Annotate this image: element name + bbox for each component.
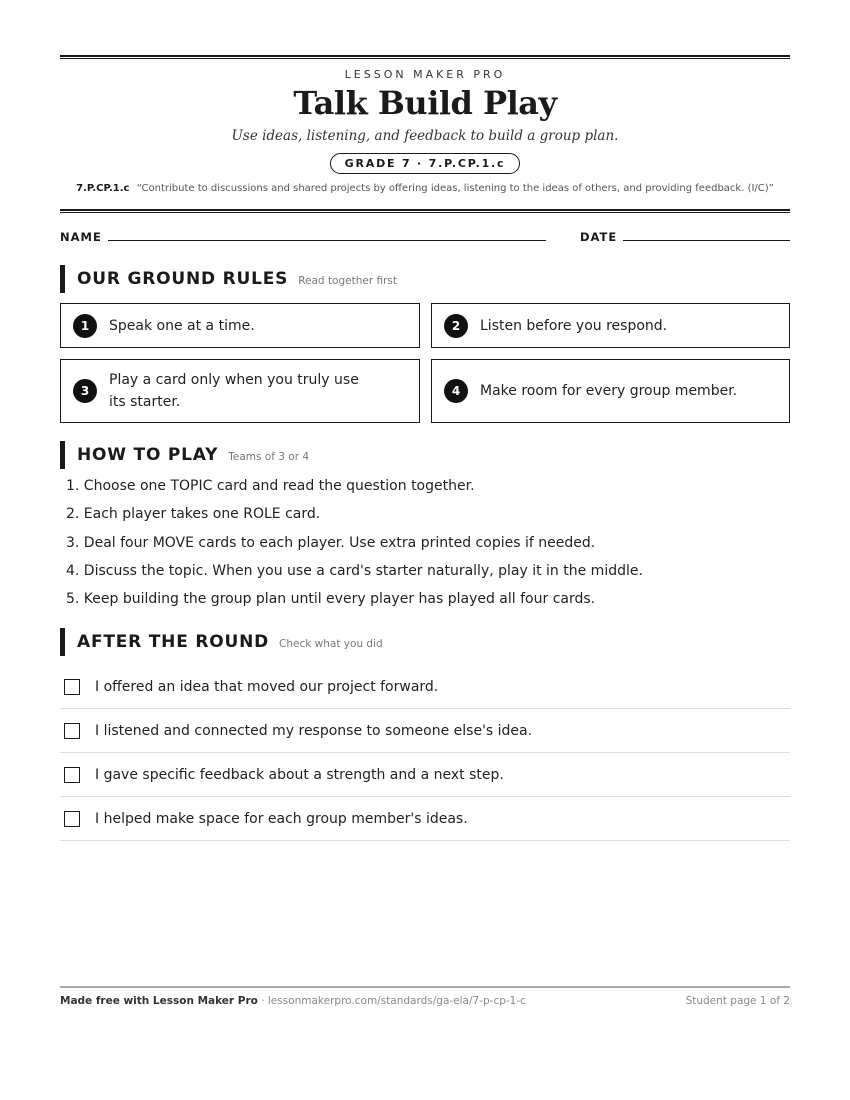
rule-number-badge: 1 <box>73 314 97 338</box>
how-to-play-steps <box>66 474 786 615</box>
standard-code: 7.P.CP.1.c <box>76 183 130 194</box>
checklist-item-1 <box>60 665 790 709</box>
standard-statement <box>60 183 790 194</box>
standard-text: “Contribute to discussions and shared projects by offering ideas, listening to the ideas of others, and providing feedback. (I/C)” <box>136 183 774 194</box>
rule-text: Play a card only when you truly use its starter. <box>109 372 359 410</box>
after-round-heading <box>60 628 383 656</box>
rule-number-badge: 4 <box>444 379 468 403</box>
ground-rule-3 <box>60 359 420 423</box>
name-label: NAME <box>60 230 102 244</box>
section-title: AFTER THE ROUND <box>77 632 270 652</box>
brand-label: LESSON MAKER PRO <box>344 68 506 81</box>
checkbox[interactable] <box>64 811 80 827</box>
how-to-play-heading <box>60 441 309 469</box>
section-title: OUR GROUND RULES <box>77 269 289 289</box>
grade-badge: GRADE 7 · 7.P.CP.1.c <box>330 153 521 174</box>
rule-text: Make room for every group member. <box>480 383 738 399</box>
rule-number-badge: 3 <box>73 379 97 403</box>
page-subtitle: Use ideas, listening, and feedback to build a group plan. <box>231 128 619 144</box>
section-subtitle: Teams of 3 or 4 <box>228 451 310 463</box>
checkbox[interactable] <box>64 723 80 739</box>
page-title: Talk Build Play <box>293 84 557 122</box>
ground-rules-heading <box>60 265 397 293</box>
step-item: 1. Choose one TOPIC card and read the question together. <box>66 478 475 494</box>
rule-text: Speak one at a time. <box>109 317 255 334</box>
section-title: HOW TO PLAY <box>77 445 219 465</box>
footer-url[interactable]: lessonmakerpro.com/standards/ga-ela/7-p-cp-1-c <box>267 995 526 1007</box>
footer-page-number: Student page 1 of 2 <box>685 995 790 1007</box>
checklist-text: I helped make space for each group member's ideas. <box>95 810 468 827</box>
step-item: 5. Keep building the group plan until every player has played all four cards. <box>66 591 596 608</box>
checkbox[interactable] <box>64 679 80 695</box>
ground-rule-4 <box>431 359 790 423</box>
section-subtitle: Check what you did <box>279 638 383 650</box>
footer-rule <box>60 986 790 988</box>
step-item: 3. Deal four MOVE cards to each player. Use extra printed copies if needed. <box>66 534 596 551</box>
footer-credit <box>60 995 526 1007</box>
section-subtitle: Read together first <box>298 275 398 287</box>
ground-rule-1 <box>60 303 420 348</box>
rule-text: Listen before you respond. <box>480 317 668 334</box>
checklist-text: I gave specific feedback about a strength and a next step. <box>95 766 504 783</box>
rule-number-badge: 2 <box>444 314 468 338</box>
ground-rule-2 <box>431 303 790 348</box>
step-item: 2. Each player takes one ROLE card. <box>66 506 321 523</box>
footer-separator: · <box>257 995 268 1007</box>
checklist-item-4 <box>60 797 790 841</box>
date-label: DATE <box>580 230 618 244</box>
footer-made-with: Made free with Lesson Maker Pro <box>60 995 258 1007</box>
checklist-item-2 <box>60 709 790 753</box>
grade-badge-wrap <box>60 152 790 174</box>
step-item: 4. Discuss the topic. When you use a card's starter naturally, play it in the middle. <box>66 562 643 579</box>
date-field[interactable] <box>623 240 790 241</box>
header-double-rule <box>60 209 790 213</box>
checklist-text: I offered an idea that moved our project forward. <box>95 678 439 695</box>
name-field[interactable] <box>108 240 546 241</box>
checklist-text: I listened and connected my response to someone else's idea. <box>95 722 533 739</box>
checklist-item-3 <box>60 753 790 797</box>
checkbox[interactable] <box>64 767 80 783</box>
top-double-rule <box>60 55 790 59</box>
